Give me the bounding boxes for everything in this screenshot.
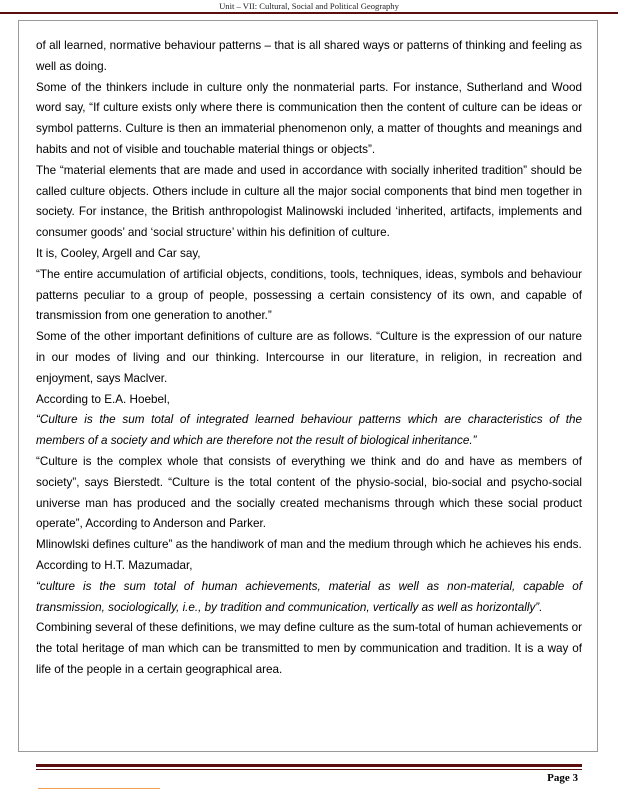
paragraph: The “material elements that are made and used in accordance with socially inherited tradition” should be called culture objects. Others include in culture all the major social components that bind men together in society. For instance, the British anthropologist Malinowski included ‘inherited, artifacts, implements and consumer goods’ and ‘social structure’ within his definition of culture. bbox=[36, 163, 582, 240]
footer-rule-thin bbox=[36, 769, 582, 770]
paragraph: According to H.T. Mazumadar, bbox=[36, 558, 193, 572]
footer-rule bbox=[36, 764, 582, 767]
paragraph: According to E.A. Hoebel, bbox=[36, 392, 170, 406]
page-number: Page 3 bbox=[547, 772, 578, 784]
paragraph: “Culture is the complex whole that consists of everything we think and do and have as members of society”, says Bierstedt. “Culture is the total content of the physio-social, bio-social and psycho-social universe man has produced and the socially created mechanisms through which these social product operate”, According to Anderson and Parker. bbox=[36, 454, 582, 531]
paragraph: Mlinowlski defines culture” as the handiwork of man and the medium through which he achieves his ends. bbox=[36, 538, 582, 552]
paragraph: Some of the other important definitions of culture are as follows. “Culture is the expression of our nature in our modes of living and our thinking. Intercourse in our literature, in religion, in recreation and enjoyment, says Maclver. bbox=[36, 330, 582, 385]
paragraph: of all learned, normative behaviour patterns – that is all shared ways or patterns of thinking and feeling as well as doing. bbox=[36, 39, 582, 73]
paragraph: It is, Cooley, Argell and Car say, bbox=[36, 246, 201, 260]
italic-quote: “Culture is the sum total of integrated learned behaviour patterns which are characteristics of the members of a society and which are therefore not the result of biological inheritance.” bbox=[36, 413, 582, 448]
paragraph: “The entire accumulation of artificial objects, conditions, tools, techniques, ideas, symbols and behaviour patterns peculiar to a group of people, possessing a certain consistency of its own, and capable of transmission from one generation to another.” bbox=[36, 267, 582, 323]
paragraph: Some of the thinkers include in culture only the nonmaterial parts. For instance, Sutherland and Wood word say, “If culture exists only where there is communication then the content of culture can be ideas or symbol patterns. Culture is then an immaterial phenomenon only, a matter of thoughts and meanings and habits and not of visible and touchable material things or objects”. bbox=[36, 80, 582, 156]
footnote-separator bbox=[38, 788, 160, 789]
paragraph: Combining several of these definitions, we may define culture as the sum-total of human achievements or the total heritage of man which can be transmitted to men by communication and tradition. It is a way of life of the people in a certain geographical area. bbox=[36, 621, 582, 676]
header-rule bbox=[0, 12, 618, 14]
running-header: Unit – VII: Cultural, Social and Political Geography bbox=[219, 1, 399, 11]
body-text bbox=[36, 36, 582, 681]
italic-quote: “culture is the sum total of human achievements, material as well as non-material, capable of transmission, sociologically, i.e., by tradition and communication, vertically as well as horizontally”. bbox=[36, 579, 582, 614]
